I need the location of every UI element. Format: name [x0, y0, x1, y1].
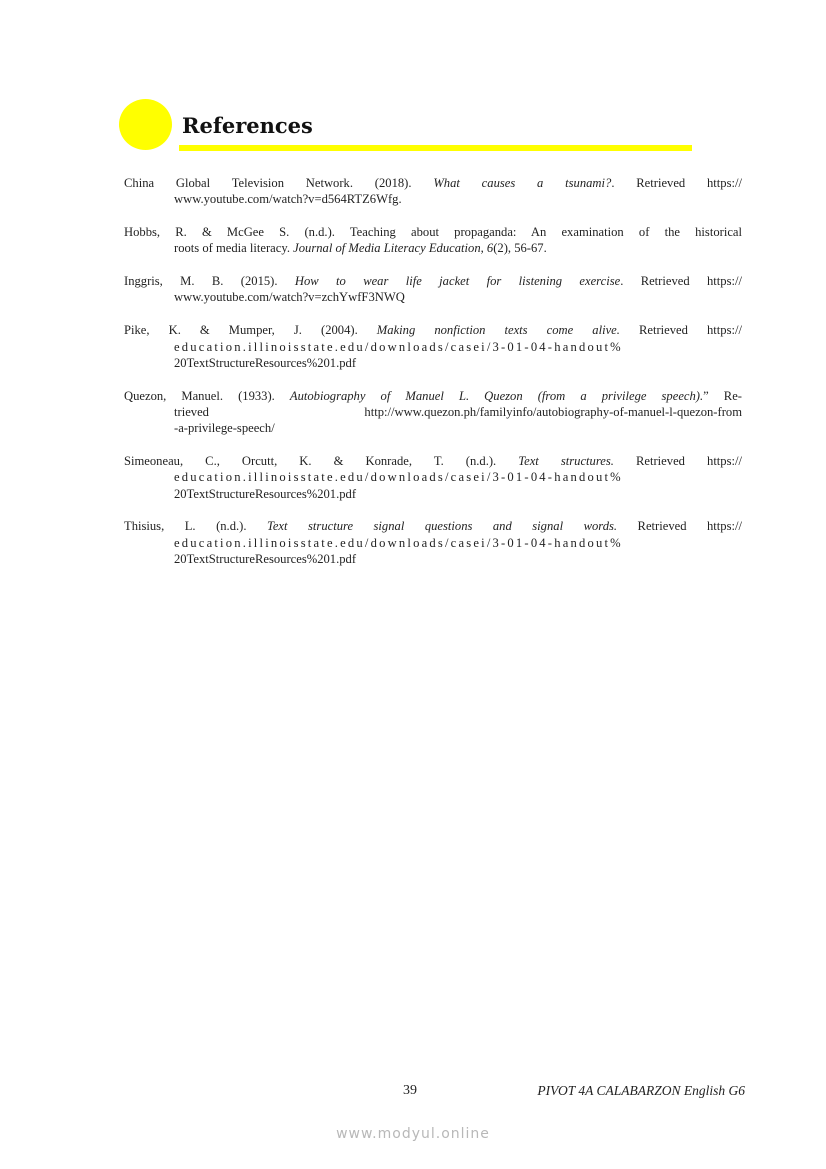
reference-text: Hobbs, R. & McGee S. (n.d.). Teaching about propaganda: An examination of the historical: [124, 225, 742, 240]
reference-text: Retrieved https://: [619, 323, 742, 338]
reference-text: . Retrieved https://: [620, 274, 742, 289]
reference-title: Text structure signal questions and signal words.: [267, 519, 618, 534]
reference-text: education.illinoisstate.edu/downloads/casei/3-01-04-handout%: [174, 535, 623, 550]
reference-line: [124, 469, 742, 485]
reference-text: www.youtube.com/watch?v=zchYwfF3NWQ: [174, 290, 405, 305]
footer-series: PIVOT 4A CALABARZON English G6: [537, 1083, 745, 1098]
reference-title: Making nonfiction texts come alive.: [376, 323, 620, 338]
reference-text: 20TextStructureResources%201.pdf: [174, 355, 357, 370]
reference-entry: [124, 388, 742, 437]
reference-text: roots of media literacy.: [174, 241, 294, 256]
reference-line: [124, 273, 742, 289]
reference-entry: [124, 224, 742, 257]
reference-text: Simeoneau, C., Orcutt, K. & Konrade, T. (n.d.).: [124, 454, 519, 469]
reference-text: . Retrieved https://: [611, 176, 743, 190]
reference-text: Quezon, Manuel. (1933).: [124, 388, 290, 403]
reference-line: [124, 240, 742, 256]
reference-text: 20TextStructureResources%201.pdf: [174, 552, 357, 567]
reference-text: education.illinoisstate.edu/downloads/casei/3-01-04-handout%: [174, 470, 623, 485]
reference-line: [124, 518, 742, 534]
reference-line: [124, 355, 742, 371]
reference-line: [124, 486, 742, 502]
reference-text: (2), 56-67.: [493, 241, 547, 256]
reference-text: ” Re-: [703, 388, 742, 403]
reference-list: [124, 175, 742, 584]
yellow-circle-decoration: [119, 99, 172, 150]
reference-text: -a-privilege-speech/: [174, 421, 275, 436]
page-number: 39: [403, 1083, 417, 1098]
reference-title: How to wear life jacket for listening exercise: [294, 274, 621, 289]
reference-text: trieved http://www.quezon.ph/familyinfo/autobiography-of-manuel-l-quezon-from: [174, 404, 742, 419]
reference-line: [124, 420, 742, 436]
reference-line: [124, 551, 742, 567]
reference-text: Thisius, L. (n.d.).: [124, 519, 267, 534]
heading-underline-bar: [179, 145, 692, 151]
reference-line: [124, 322, 742, 338]
reference-text: China Global Television Network. (2018).: [124, 176, 434, 190]
reference-line: [124, 191, 742, 207]
reference-text: www.youtube.com/watch?v=d564RTZ6Wfg.: [174, 192, 402, 207]
reference-title: Text structures.: [518, 454, 614, 469]
watermark: www.modyul.online: [336, 1126, 490, 1142]
reference-line: [124, 339, 742, 355]
reference-text: Retrieved https://: [617, 519, 742, 534]
reference-line: [124, 175, 742, 191]
reference-line: [124, 453, 742, 469]
reference-line: [124, 404, 742, 420]
reference-text: Pike, K. & Mumper, J. (2004).: [124, 323, 377, 338]
reference-text: Retrieved https://: [613, 454, 743, 469]
reference-title: Autobiography of Manuel L. Quezon (from a privilege speech).: [289, 388, 704, 403]
reference-entry: [124, 518, 742, 567]
reference-entry: [124, 322, 742, 371]
reference-entry: [124, 175, 742, 208]
reference-line: [124, 388, 742, 404]
reference-title: Journal of Media Literacy Education, 6: [293, 241, 494, 256]
reference-entry: [124, 453, 742, 502]
reference-line: [124, 535, 742, 551]
reference-line: [124, 224, 742, 240]
reference-text: Inggris, M. B. (2015).: [124, 274, 295, 289]
reference-text: 20TextStructureResources%201.pdf: [174, 486, 357, 501]
reference-line: [124, 289, 742, 305]
reference-title: What causes a tsunami?: [433, 176, 612, 190]
reference-text: education.illinoisstate.edu/downloads/casei/3-01-04-handout%: [174, 339, 623, 354]
reference-entry: [124, 273, 742, 306]
section-heading: References: [182, 113, 313, 138]
